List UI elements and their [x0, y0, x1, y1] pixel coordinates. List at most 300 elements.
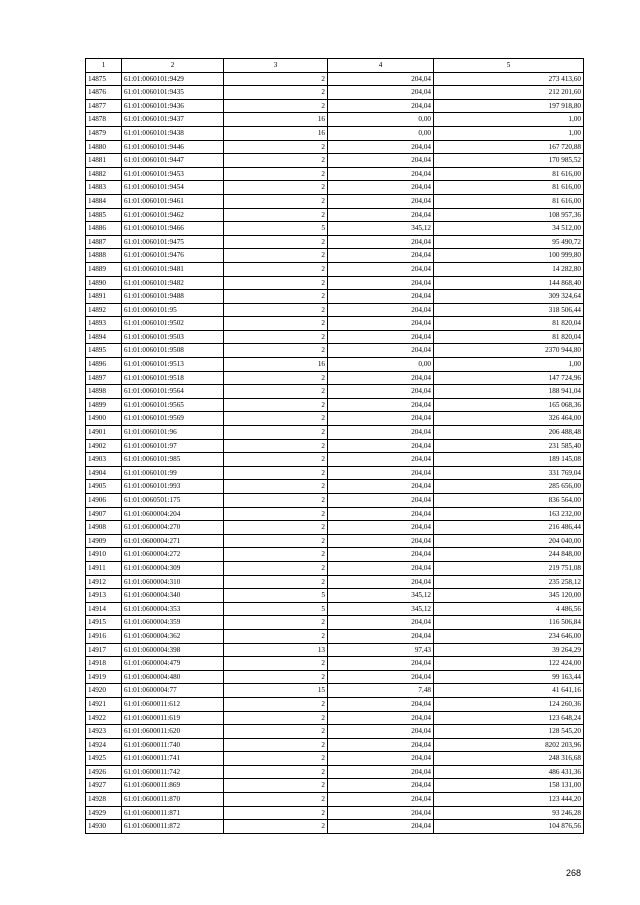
table-cell: 2: [224, 534, 328, 548]
table-cell: 14906: [86, 494, 122, 508]
table-cell: 61:01:0600004:340: [122, 589, 224, 603]
table-cell: 2: [224, 208, 328, 222]
table-cell: 2: [224, 140, 328, 154]
table-cell: 61:01:0060101:9453: [122, 167, 224, 181]
table-cell: 61:01:0600004:479: [122, 657, 224, 671]
table-cell: 122 424,00: [434, 657, 584, 671]
table-cell: 93 246,28: [434, 806, 584, 820]
table-cell: 204,04: [328, 494, 434, 508]
table-cell: 128 545,20: [434, 725, 584, 739]
table-cell: 14927: [86, 779, 122, 793]
table-cell: 14889: [86, 262, 122, 276]
table-cell: 14909: [86, 534, 122, 548]
table-row: [86, 86, 584, 100]
table-cell: 204,04: [328, 697, 434, 711]
table-cell: 204,04: [328, 616, 434, 630]
table-cell: 14892: [86, 303, 122, 317]
table-cell: 61:01:0060101:9466: [122, 222, 224, 236]
table-cell: 204,04: [328, 140, 434, 154]
table-cell: 2: [224, 194, 328, 208]
table-cell: 2: [224, 711, 328, 725]
table-row: [86, 657, 584, 671]
table-cell: 61:01:0060101:9454: [122, 181, 224, 195]
table-cell: 219 751,08: [434, 561, 584, 575]
table-row: [86, 616, 584, 630]
table-cell: 61:01:0600004:77: [122, 684, 224, 698]
table-cell: 14891: [86, 290, 122, 304]
table-cell: 100 999,80: [434, 249, 584, 263]
table-row: [86, 154, 584, 168]
table-row: [86, 439, 584, 453]
column-header: 5: [434, 59, 584, 73]
table-cell: 204,04: [328, 235, 434, 249]
table-cell: 204,04: [328, 507, 434, 521]
table-cell: 204,04: [328, 629, 434, 643]
table-cell: 14899: [86, 398, 122, 412]
table-cell: 5: [224, 222, 328, 236]
table-cell: 204,04: [328, 806, 434, 820]
table-cell: 204,04: [328, 86, 434, 100]
table-row: [86, 684, 584, 698]
table-cell: 204,04: [328, 72, 434, 86]
table-cell: 16: [224, 126, 328, 140]
table-cell: 81 820,04: [434, 330, 584, 344]
page-number: 268: [566, 868, 582, 878]
table-cell: 39 264,29: [434, 643, 584, 657]
table-cell: 14885: [86, 208, 122, 222]
table-row: [86, 235, 584, 249]
table-cell: 309 324,64: [434, 290, 584, 304]
table-cell: 16: [224, 358, 328, 372]
table-row: [86, 738, 584, 752]
table-cell: 204,04: [328, 344, 434, 358]
table-cell: 61:01:0600004:270: [122, 521, 224, 535]
table-cell: 204,04: [328, 752, 434, 766]
table-cell: 61:01:0060101:9437: [122, 113, 224, 127]
table-cell: 2: [224, 86, 328, 100]
table-cell: 61:01:0060101:993: [122, 480, 224, 494]
table-cell: 81 616,00: [434, 167, 584, 181]
table-cell: 14926: [86, 765, 122, 779]
table-cell: 61:01:0600004:362: [122, 629, 224, 643]
table-cell: 61:01:0060101:9462: [122, 208, 224, 222]
table-row: [86, 548, 584, 562]
table-cell: 2: [224, 616, 328, 630]
table-row: [86, 521, 584, 535]
table-row: [86, 181, 584, 195]
table-cell: 2: [224, 670, 328, 684]
table-cell: 14918: [86, 657, 122, 671]
table-row: [86, 711, 584, 725]
table-cell: 486 431,36: [434, 765, 584, 779]
table-cell: 14884: [86, 194, 122, 208]
table-cell: 345,12: [328, 589, 434, 603]
table-row: [86, 561, 584, 575]
table-row: [86, 344, 584, 358]
table-cell: 2: [224, 99, 328, 113]
column-header: 4: [328, 59, 434, 73]
table-row: [86, 385, 584, 399]
table-cell: 2: [224, 439, 328, 453]
table-cell: 204,04: [328, 412, 434, 426]
table-cell: 14916: [86, 629, 122, 643]
table-row: [86, 820, 584, 834]
table-cell: 14887: [86, 235, 122, 249]
table-cell: 14897: [86, 371, 122, 385]
table-row: [86, 276, 584, 290]
table-cell: 116 506,84: [434, 616, 584, 630]
table-row: [86, 290, 584, 304]
table-row: [86, 697, 584, 711]
table-cell: 204,04: [328, 330, 434, 344]
table-cell: 14 282,80: [434, 262, 584, 276]
table-cell: 188 941,04: [434, 385, 584, 399]
table-cell: 2: [224, 561, 328, 575]
table-cell: 14896: [86, 358, 122, 372]
table-cell: 14875: [86, 72, 122, 86]
table-row: [86, 670, 584, 684]
table-cell: 212 201,60: [434, 86, 584, 100]
table-cell: 204,04: [328, 154, 434, 168]
table-cell: 104 876,56: [434, 820, 584, 834]
table-cell: 41 641,16: [434, 684, 584, 698]
table-cell: 170 985,52: [434, 154, 584, 168]
table-cell: 331 769,04: [434, 466, 584, 480]
table-cell: 204,04: [328, 738, 434, 752]
table-cell: 61:01:0060101:9482: [122, 276, 224, 290]
table-cell: 2: [224, 494, 328, 508]
table-row: [86, 317, 584, 331]
table-cell: 14904: [86, 466, 122, 480]
table-cell: 14914: [86, 602, 122, 616]
table-cell: 204,04: [328, 657, 434, 671]
table-cell: 61:01:0060101:985: [122, 453, 224, 467]
table-row: [86, 806, 584, 820]
table-cell: 14930: [86, 820, 122, 834]
table-cell: 144 868,40: [434, 276, 584, 290]
table-cell: 61:01:0060101:9447: [122, 154, 224, 168]
table-cell: 2: [224, 303, 328, 317]
table-cell: 14893: [86, 317, 122, 331]
table-cell: 81 616,00: [434, 194, 584, 208]
table-cell: 61:01:0600004:398: [122, 643, 224, 657]
table-cell: 2: [224, 820, 328, 834]
table-cell: 14888: [86, 249, 122, 263]
table-cell: 5: [224, 589, 328, 603]
table-cell: 13: [224, 643, 328, 657]
table-cell: 2: [224, 752, 328, 766]
table-row: [86, 426, 584, 440]
table-cell: 14879: [86, 126, 122, 140]
table-cell: 15: [224, 684, 328, 698]
table-cell: 61:01:0600011:740: [122, 738, 224, 752]
table-cell: 204,04: [328, 765, 434, 779]
column-header: 3: [224, 59, 328, 73]
table-cell: 34 512,00: [434, 222, 584, 236]
table-row: [86, 303, 584, 317]
table-cell: 2: [224, 167, 328, 181]
table-cell: 61:01:0060101:9481: [122, 262, 224, 276]
table-cell: 204,04: [328, 575, 434, 589]
table-cell: 2: [224, 317, 328, 331]
table-cell: 204,04: [328, 426, 434, 440]
table-cell: 95 490,72: [434, 235, 584, 249]
table-cell: 836 564,00: [434, 494, 584, 508]
table-cell: 14902: [86, 439, 122, 453]
table-cell: 61:01:0600004:353: [122, 602, 224, 616]
table-cell: 14915: [86, 616, 122, 630]
table-cell: 61:01:0600004:271: [122, 534, 224, 548]
table-row: [86, 358, 584, 372]
table-row: [86, 412, 584, 426]
table-cell: 81 616,00: [434, 181, 584, 195]
table-cell: 61:01:0600004:309: [122, 561, 224, 575]
table-cell: 244 848,00: [434, 548, 584, 562]
table-cell: 14894: [86, 330, 122, 344]
table-row: [86, 793, 584, 807]
table-cell: 204,04: [328, 398, 434, 412]
table-row: [86, 99, 584, 113]
table-cell: 204 040,00: [434, 534, 584, 548]
table-cell: 14880: [86, 140, 122, 154]
table-cell: 108 957,36: [434, 208, 584, 222]
table-cell: 2: [224, 575, 328, 589]
table-cell: 2: [224, 344, 328, 358]
table-cell: 61:01:0060101:9569: [122, 412, 224, 426]
table-cell: 204,04: [328, 290, 434, 304]
table-cell: 14886: [86, 222, 122, 236]
table-cell: 204,04: [328, 725, 434, 739]
table-cell: 216 486,44: [434, 521, 584, 535]
table-cell: 2: [224, 330, 328, 344]
table-cell: 14925: [86, 752, 122, 766]
table-cell: 61:01:0060101:9435: [122, 86, 224, 100]
table-cell: 204,04: [328, 303, 434, 317]
table-cell: 2: [224, 697, 328, 711]
table-cell: 61:01:0600011:741: [122, 752, 224, 766]
table-cell: 2: [224, 521, 328, 535]
table-cell: 2: [224, 371, 328, 385]
table-row: [86, 208, 584, 222]
table-cell: 14924: [86, 738, 122, 752]
table-cell: 273 413,60: [434, 72, 584, 86]
table-row: [86, 779, 584, 793]
table-row: [86, 765, 584, 779]
table-cell: 2: [224, 276, 328, 290]
table-cell: 204,04: [328, 276, 434, 290]
table-cell: 2370 944,80: [434, 344, 584, 358]
table-cell: 204,04: [328, 793, 434, 807]
table-cell: 2: [224, 290, 328, 304]
table-cell: 2: [224, 262, 328, 276]
table-cell: 165 068,36: [434, 398, 584, 412]
table-cell: 14922: [86, 711, 122, 725]
table-cell: 345,12: [328, 602, 434, 616]
table-cell: 61:01:0060101:99: [122, 466, 224, 480]
table-row: [86, 453, 584, 467]
table-cell: 2: [224, 426, 328, 440]
table-cell: 61:01:0600011:742: [122, 765, 224, 779]
table-cell: 14883: [86, 181, 122, 195]
table-cell: 158 131,00: [434, 779, 584, 793]
table-cell: 61:01:0060501:175: [122, 494, 224, 508]
table-cell: 2: [224, 181, 328, 195]
data-table: [85, 58, 584, 834]
table-cell: 326 464,00: [434, 412, 584, 426]
table-cell: 345 120,00: [434, 589, 584, 603]
table-cell: 14882: [86, 167, 122, 181]
table-cell: 61:01:0060101:96: [122, 426, 224, 440]
table-cell: 14910: [86, 548, 122, 562]
table-cell: 61:01:0060101:9429: [122, 72, 224, 86]
table-cell: 204,04: [328, 208, 434, 222]
table-cell: 14898: [86, 385, 122, 399]
table-row: [86, 494, 584, 508]
table-row: [86, 194, 584, 208]
table-cell: 2: [224, 725, 328, 739]
table-cell: 61:01:0060101:9446: [122, 140, 224, 154]
table-cell: 14928: [86, 793, 122, 807]
table-cell: 61:01:0060101:9488: [122, 290, 224, 304]
table-cell: 61:01:0600011:620: [122, 725, 224, 739]
table-cell: 14876: [86, 86, 122, 100]
table-cell: 2: [224, 793, 328, 807]
table-row: [86, 602, 584, 616]
table-cell: 14912: [86, 575, 122, 589]
table-cell: 2: [224, 249, 328, 263]
table-cell: 97,43: [328, 643, 434, 657]
table-cell: 2: [224, 154, 328, 168]
table-cell: 204,04: [328, 439, 434, 453]
table-cell: 61:01:0060101:9476: [122, 249, 224, 263]
table-cell: 1,00: [434, 113, 584, 127]
table-cell: 14900: [86, 412, 122, 426]
table-cell: 206 488,48: [434, 426, 584, 440]
table-cell: 0,00: [328, 113, 434, 127]
table-cell: 14903: [86, 453, 122, 467]
table-cell: 1,00: [434, 358, 584, 372]
table-cell: 61:01:0060101:9475: [122, 235, 224, 249]
table-cell: 204,04: [328, 99, 434, 113]
table-cell: 2: [224, 398, 328, 412]
table-cell: 61:01:0600011:612: [122, 697, 224, 711]
table-cell: 123 648,24: [434, 711, 584, 725]
table-row: [86, 330, 584, 344]
table-cell: 124 260,36: [434, 697, 584, 711]
table-cell: 204,04: [328, 262, 434, 276]
table-cell: 2: [224, 453, 328, 467]
table-cell: 2: [224, 738, 328, 752]
table-cell: 14929: [86, 806, 122, 820]
table-cell: 99 163,44: [434, 670, 584, 684]
table-cell: 14877: [86, 99, 122, 113]
table-cell: 14907: [86, 507, 122, 521]
table-row: [86, 398, 584, 412]
table-cell: 163 232,00: [434, 507, 584, 521]
table-cell: 61:01:0600004:359: [122, 616, 224, 630]
table-row: [86, 752, 584, 766]
table-cell: 2: [224, 507, 328, 521]
table-row: [86, 643, 584, 657]
table-cell: 61:01:0600004:310: [122, 575, 224, 589]
table-cell: 14913: [86, 589, 122, 603]
table-cell: 61:01:0600011:619: [122, 711, 224, 725]
table-cell: 197 918,80: [434, 99, 584, 113]
table-row: [86, 725, 584, 739]
table-cell: 2: [224, 480, 328, 494]
table-cell: 231 585,40: [434, 439, 584, 453]
table-row: [86, 480, 584, 494]
table-cell: 2: [224, 657, 328, 671]
table-cell: 14923: [86, 725, 122, 739]
table-row: [86, 371, 584, 385]
table-cell: 2: [224, 629, 328, 643]
table-row: [86, 167, 584, 181]
table-cell: 147 724,96: [434, 371, 584, 385]
table-cell: 167 720,88: [434, 140, 584, 154]
table-cell: 8202 203,96: [434, 738, 584, 752]
table-cell: 2: [224, 235, 328, 249]
table-cell: 61:01:0600011:872: [122, 820, 224, 834]
table-cell: 1,00: [434, 126, 584, 140]
table-cell: 14908: [86, 521, 122, 535]
table-cell: 204,04: [328, 466, 434, 480]
table-cell: 235 258,12: [434, 575, 584, 589]
table-row: [86, 589, 584, 603]
table-cell: 204,04: [328, 548, 434, 562]
table-cell: 204,04: [328, 371, 434, 385]
table-cell: 61:01:0060101:9565: [122, 398, 224, 412]
table-cell: 61:01:0060101:9508: [122, 344, 224, 358]
table-cell: 204,04: [328, 453, 434, 467]
table-cell: 2: [224, 412, 328, 426]
table-cell: 204,04: [328, 181, 434, 195]
table-cell: 345,12: [328, 222, 434, 236]
table-cell: 204,04: [328, 167, 434, 181]
table-cell: 61:01:0060101:9461: [122, 194, 224, 208]
table-cell: 14905: [86, 480, 122, 494]
column-header: 2: [122, 59, 224, 73]
table-cell: 14911: [86, 561, 122, 575]
table-cell: 61:01:0600011:871: [122, 806, 224, 820]
table-row: [86, 629, 584, 643]
table-cell: 14920: [86, 684, 122, 698]
table-row: [86, 126, 584, 140]
table-cell: 4 486,56: [434, 602, 584, 616]
table-cell: 248 316,68: [434, 752, 584, 766]
table-cell: 189 145,08: [434, 453, 584, 467]
table-cell: 61:01:0060101:9513: [122, 358, 224, 372]
table-cell: 204,04: [328, 561, 434, 575]
table-cell: 14878: [86, 113, 122, 127]
table-cell: 2: [224, 548, 328, 562]
table-cell: 16: [224, 113, 328, 127]
table-cell: 204,04: [328, 249, 434, 263]
table-row: [86, 222, 584, 236]
table-row: [86, 262, 584, 276]
table-cell: 61:01:0600004:272: [122, 548, 224, 562]
table-cell: 2: [224, 765, 328, 779]
table-cell: 14917: [86, 643, 122, 657]
table-cell: 61:01:0060101:9503: [122, 330, 224, 344]
table-cell: 61:01:0600004:480: [122, 670, 224, 684]
table-header-row: [86, 59, 584, 73]
table-row: [86, 249, 584, 263]
table-row: [86, 575, 584, 589]
table-cell: 0,00: [328, 358, 434, 372]
table-cell: 7,48: [328, 684, 434, 698]
table-row: [86, 534, 584, 548]
